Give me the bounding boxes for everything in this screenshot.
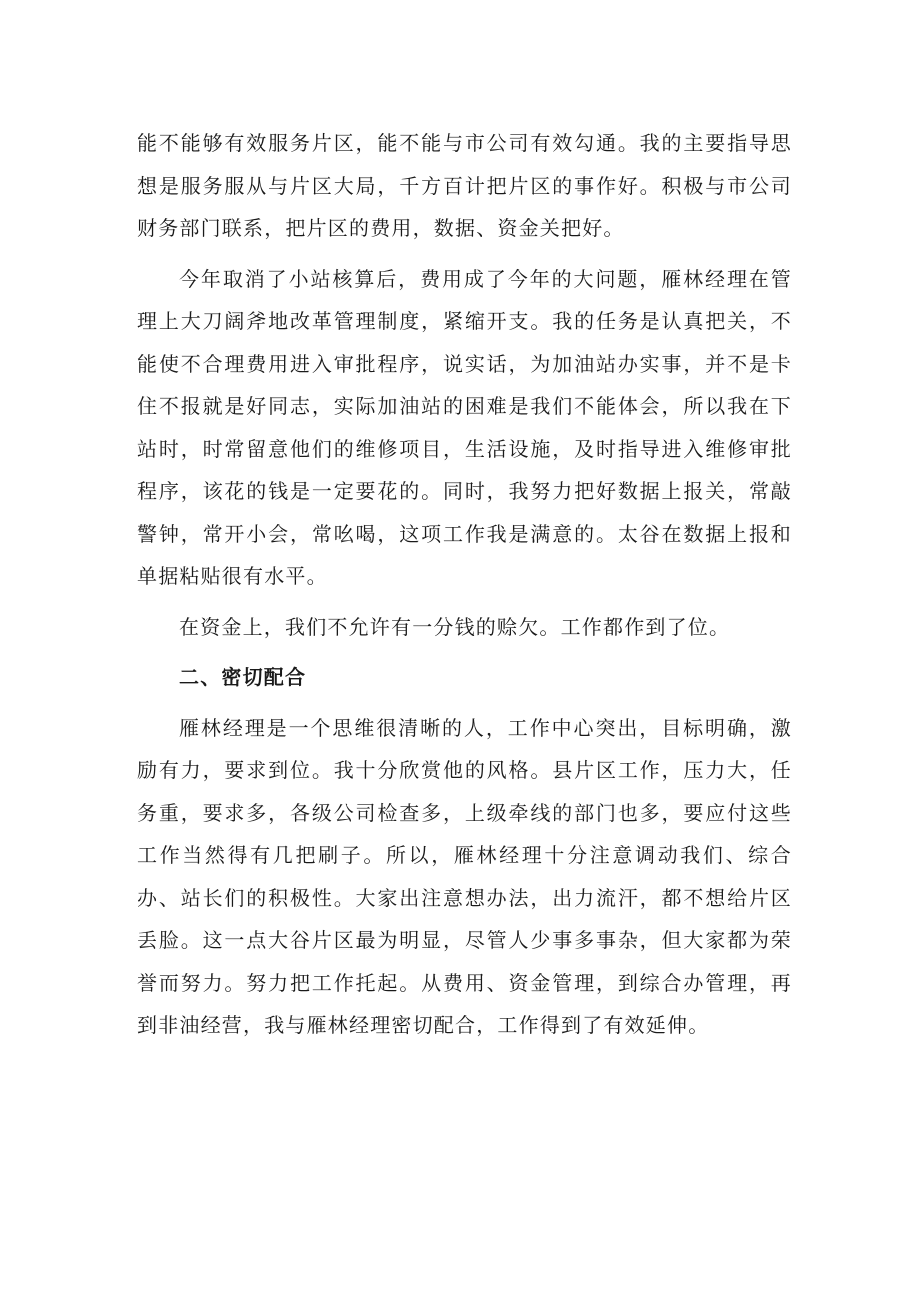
paragraph-funds: 在资金上，我们不允许有一分钱的赊欠。工作都作到了位。 [179, 614, 731, 639]
section-heading: 二、密切配合 [179, 665, 307, 689]
paragraph-continued: 能不能够有效服务片区，能不能与市公司有效勾通。我的主要指导思想是服务服从与片区大局，千方百计把片区的事作好。积极与市公司财务部门联系，把片区的费用，数据、资金关把好。 [137, 131, 792, 240]
paragraph-cost-control: 今年取消了小站核算后，费用成了今年的大问题，雁林经理在管理上大刀阔斧地改革管理制度，紧缩开支。我的任务是认真把关，不能使不合理费用进入审批程序，说实话，为加油站办实事，并不是卡住不报就是好同志，实际加油站的困难是我们不能体会，所以我在下站时，时常留意他们的维修项目，生活设施，及时指导进入维修审批程序，该花的钱是一定要花的。同时，我努力把好数据上报关，常敲警钟，常开小会，常吆喝，这项工作我是满意的。太谷在数据上报和单据粘贴很有水平。 [137, 266, 792, 588]
paragraph-cooperation: 雁林经理是一个思维很清晰的人，工作中心突出，目标明确，激励有力，要求到位。我十分欣赏他的风格。县片区工作，压力大，任务重，要求多，各级公司检查多，上级牵线的部门也多，要应付这些工作当然得有几把刷子。所以，雁林经理十分注意调动我们、综合办、站长们的积极性。大家出注意想办法，出力流汗，都不想给片区丢脸。这一点大谷片区最为明显，尽管人少事多事杂，但大家都为荣誉而努力。努力把工作托起。从费用、资金管理，到综合办管理，再到非油经营，我与雁林经理密切配合，工作得到了有效延伸。 [137, 715, 792, 1037]
document-body [137, 122, 792, 1047]
